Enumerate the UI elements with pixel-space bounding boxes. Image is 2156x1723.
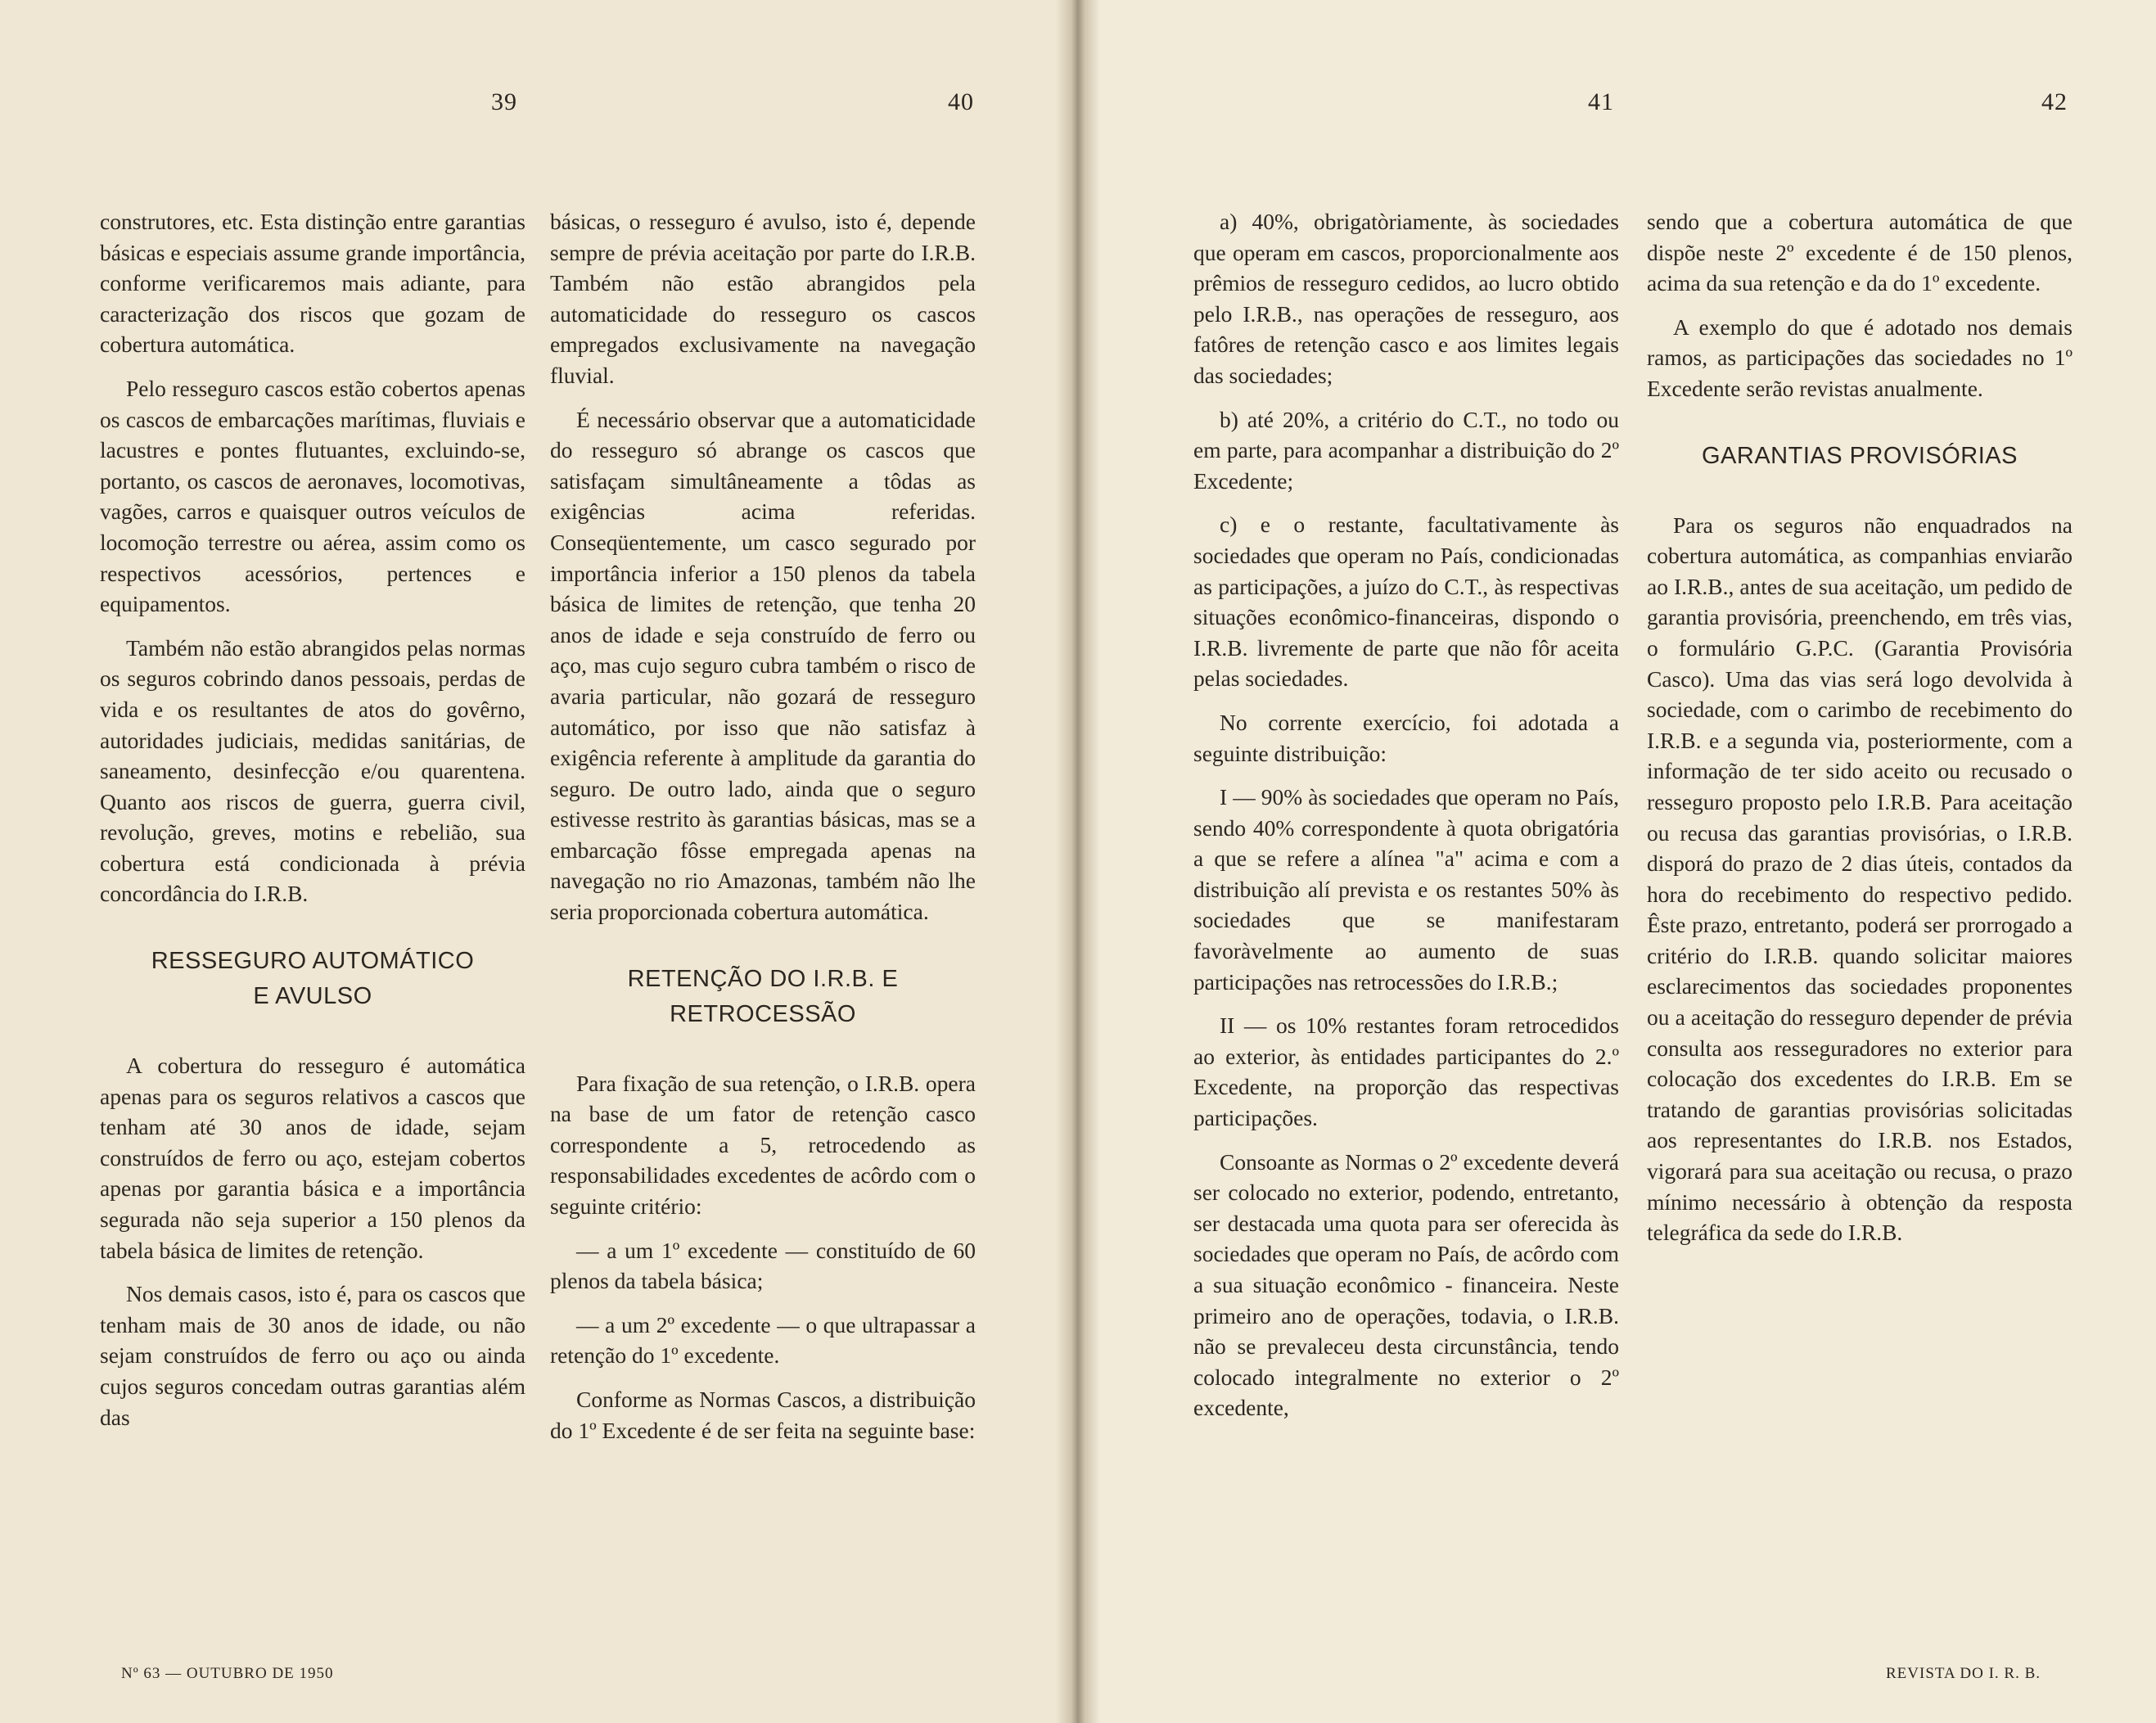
- page-number-42: 42: [2041, 88, 2068, 115]
- paragraph: I — 90% às sociedades que operam no País, sendo 40% correspondente à quota obrigatória a que se refere a alínea "a" acima e com a distribuição alí prevista e os restantes 50% às sociedades que se manifestaram favoràvelmente ao aumento de suas participações nas retrocessões do I.R.B.;: [1193, 784, 1619, 995]
- paragraph: c) e o restante, facultativamente às sociedades que operam no País, condicionadas as participações, a juízo do C.T., às respectivas situações econômico-financeiras, dispondo o I.R.B. livremente de parte que não fôr aceita pelas sociedades.: [1193, 512, 1619, 692]
- paragraph: básicas, o resseguro é avulso, isto é, depende sempre de prévia aceitação por parte do I.R.B. Também não estão abrangidos pela automaticidade do resseguro os cascos empregados exclusivamente na navegação fluvial.: [550, 209, 976, 388]
- column-page-39: [100, 206, 525, 1446]
- paragraph: II — os 10% restantes foram retrocedidos ao exterior, às entidades participantes do 2.º Excedente, na proporção das respectivas participações.: [1193, 1013, 1619, 1131]
- paragraph: — a um 1º excedente — constituído de 60 plenos da tabela básica;: [550, 1237, 976, 1294]
- heading-line: RESSEGURO AUTOMÁTICO: [151, 948, 475, 975]
- paragraph: No corrente exercício, foi adotada a seguinte distribuição:: [1193, 709, 1619, 766]
- heading-line: RETROCESSÃO: [670, 1000, 856, 1027]
- paragraph: sendo que a cobertura automática de que dispõe neste 2º excedente é de 150 plenos, acima da sua retenção e da do 1º excedente.: [1647, 209, 2073, 296]
- book-gutter: [1056, 0, 1100, 1723]
- paragraph: a) 40%, obrigatòriamente, às sociedades que operam em cascos, proporcionalmente aos prêmios de resseguro cedidos, ao lucro obtido pelo I.R.B., nas operações de resseguro, aos fatôres de retenção casco e aos limites legais das sociedades;: [1193, 209, 1619, 388]
- footer-issue: Nº 63 — OUTUBRO DE 1950: [121, 1665, 334, 1682]
- heading-line: RETENÇÃO DO I.R.B. E: [627, 965, 899, 992]
- paragraph: Conforme as Normas Cascos, a distribuição do 1º Excedente é de ser feita na seguinte base:: [550, 1387, 976, 1443]
- paragraph: A cobertura do resseguro é automática apenas para os seguros relativos a cascos que tenham até 30 anos de idade, sejam construídos de ferro ou aço, estejam cobertos apenas por garantia básica e a importância segurada não seja superior a 150 plenos da tabela básica de limites de retenção.: [100, 1053, 525, 1263]
- paragraph: Para os seguros não enquadrados na cobertura automática, as companhias enviarão ao I.R.B., antes de sua aceitação, um pedido de garantia provisória, preenchendo, em três vias, o formulário G.P.C. (Garantia Provisória Casco). Uma das vias será logo devolvida à sociedade, com o carimbo de recebimento do I.R.B. e a segunda via, posteriormente, com a informação de ter sido aceito ou recusado o resseguro proposto pelo I.R.B. Para aceitação ou recusa das garantias provisórias, o I.R.B. disporá do prazo de 2 dias úteis, contados da hora do recebimento do respectivo pedido. Êste prazo, entretanto, poderá ser prorrogado a critério do I.R.B. quando solicitar maiores esclarecimentos das sociedades proponentes ou a aceitação do resseguro depender de prévia consulta aos resseguradores no exterior para colocação dos excedentes do I.R.B. Em se tratando de garantias provisórias solicitadas aos representantes do I.R.B. nos Estados, vigorará para sua aceitação ou recusa, o prazo mínimo necessário à obtenção da resposta telegráfica da sede do I.R.B.: [1647, 512, 2073, 1246]
- page-number-40: 40: [948, 88, 974, 115]
- heading-line: E AVULSO: [253, 983, 372, 1010]
- column-page-42: [1647, 206, 2073, 1261]
- column-page-41: [1193, 206, 1619, 1437]
- paragraph: É necessário observar que a automaticidade do resseguro só abrange os cascos que satisfaçam simultâneamente a tôdas as exigências acima referidas. Conseqüentemente, um casco segurado por importância inferior a 150 plenos da tabela básica de limites de retenção, que tenha 20 anos de idade e seja construído de ferro ou aço, mas cujo seguro cubra também o risco de avaria particular, não gozará de resseguro automático, por isso que não satisfaz à exigência referente à amplitude da garantia do seguro. De outro lado, ainda que o seguro estivesse restrito às garantias básicas, mas se a embarcação fôsse empregada apenas na navegação no rio Amazonas, também não lhe seria proporcionada cobertura automática.: [550, 406, 976, 925]
- paragraph: Pelo resseguro cascos estão cobertos apenas os cascos de embarcações marítimas, fluviais e lacustres e pontes flutuantes, excluindo-se, portanto, os cascos de aeronaves, locomotivas, vagões, carros e quaisquer outros veículos de locomoção terrestre ou aérea, assim como os respectivos acessórios, pertences e equipamentos.: [100, 375, 525, 617]
- paragraph: Também não estão abrangidos pelas normas os seguros cobrindo danos pessoais, perdas de vida e os resultantes de atos do govêrno, autoridades judiciais, medidas sanitárias, de saneamento, desinfecção e/ou quarentena. Quanto aos riscos de guerra, guerra civil, revolução, greves, motins e rebelião, sua cobertura está condicionada à prévia concordância do I.R.B.: [100, 634, 525, 907]
- paragraph: — a um 2º excedente — o que ultrapassar a retenção do 1º excedente.: [550, 1311, 976, 1369]
- paragraph: Para fixação de sua retenção, o I.R.B. opera na base de um fator de retenção casco correspondente a 5, retrocedendo as responsabilidades excedentes de acôrdo com o seguinte critério:: [550, 1070, 976, 1220]
- paragraph: A exemplo do que é adotado nos demais ramos, as participações das sociedades no 1º Excedente serão revistas anualmente.: [1647, 313, 2073, 401]
- section-heading: [550, 962, 976, 1032]
- footer-journal: REVISTA DO I. R. B.: [1886, 1665, 2041, 1682]
- paragraph: construtores, etc. Esta distinção entre garantias básicas e especiais assume grande importância, conforme verificaremos mais adiante, para caracterização dos riscos que gozam de cobertura automática.: [100, 209, 525, 358]
- paragraph: b) até 20%, a critério do C.T., no todo ou em parte, para acompanhar a distribuição do 2º Excedente;: [1193, 406, 1619, 494]
- page-number-41: 41: [1588, 88, 1614, 115]
- paragraph: Consoante as Normas o 2º excedente deverá ser colocado no exterior, podendo, entretanto, ser destacada uma quota para ser oferecida às sociedades que operam no País, de acôrdo com a sua situação econômico - financeira. Neste primeiro ano de operações, todavia, o I.R.B. não se prevaleceu desta circunstância, tendo colocado integralmente no exterior o 2º excedente,: [1193, 1148, 1619, 1421]
- section-heading: [100, 944, 525, 1014]
- page-number-39: 39: [491, 88, 517, 115]
- section-heading: GARANTIAS PROVISÓRIAS: [1702, 442, 2018, 469]
- column-page-40: [550, 206, 976, 1459]
- paragraph: Nos demais casos, isto é, para os cascos que tenham mais de 30 anos de idade, ou não sejam construídos de ferro ou aço ou ainda cujos seguros concedam outras garantias além das: [100, 1281, 525, 1430]
